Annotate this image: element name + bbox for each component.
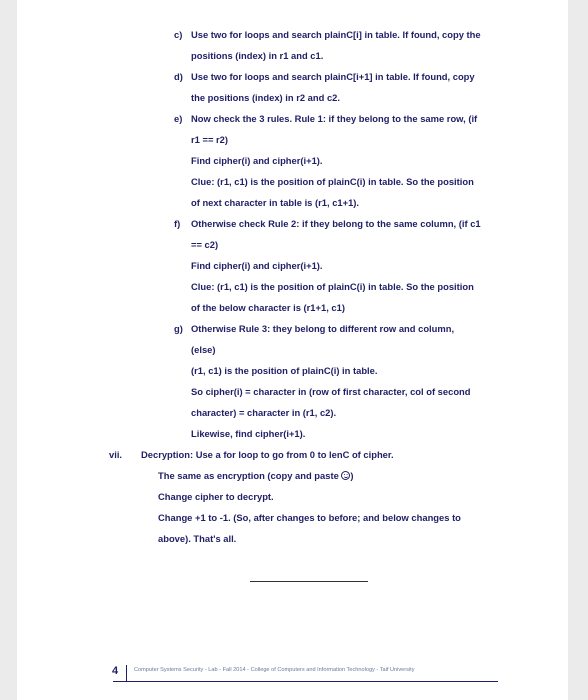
item-e-line-2: r1 == r2)	[191, 134, 229, 145]
item-e-line-5: of next character in table is (r1, c1+1).	[191, 197, 360, 208]
item-c-marker: c)	[174, 29, 183, 40]
left-margin-strip	[0, 0, 17, 700]
item-g-line-1: Otherwise Rule 3: they belong to different row and column,	[191, 323, 455, 334]
footer-vertical-rule	[126, 665, 127, 681]
item-f-line-1: Otherwise check Rule 2: if they belong to the same column, (if c1	[191, 218, 481, 229]
item-g-line-4: So cipher(i) = character in (row of first character, col of second	[191, 386, 471, 397]
item-c-line-2: positions (index) in r1 and c1.	[191, 50, 324, 61]
page-number: 4	[112, 665, 119, 677]
section-vii-line-4: Change +1 to -1. (So, after changes to before; and below changes to	[158, 512, 461, 523]
item-f-line-5: of the below character is (r1+1, c1)	[191, 302, 345, 313]
item-f-line-3: Find cipher(i) and cipher(i+1).	[191, 260, 323, 271]
section-vii-line-5: above). That's all.	[158, 533, 237, 544]
item-d-line-1: Use two for loops and search plainC[i+1] in table. If found, copy	[191, 71, 475, 82]
separator-line	[250, 581, 368, 582]
item-g-line-3: (r1, c1) is the position of plainC(i) in table.	[191, 365, 378, 376]
section-vii-line-1: Decryption: Use a for loop to go from 0 to lenC of cipher.	[141, 449, 394, 460]
item-e-marker: e)	[174, 113, 183, 124]
item-g-line-5: character) = character in (r1, c2).	[191, 407, 337, 418]
section-vii-line-2	[158, 470, 354, 482]
item-g-line-2: (else)	[191, 344, 216, 355]
footer-rule	[113, 681, 498, 682]
item-e-line-4: Clue: (r1, c1) is the position of plainC(i) in table. So the position	[191, 176, 474, 187]
item-f-marker: f)	[174, 218, 181, 229]
section-vii-close-paren: )	[350, 470, 354, 481]
item-e-line-1: Now check the 3 rules. Rule 1: if they belong to the same row, (if	[191, 113, 478, 124]
item-d-line-2: the positions (index) in r2 and c2.	[191, 92, 340, 103]
item-d-marker: d)	[174, 71, 183, 82]
item-f-line-2: == c2)	[191, 239, 219, 250]
footer-text: Computer Systems Security - Lab - Fall 2014 - College of Computers and Information Technology - Taif University	[134, 667, 415, 673]
section-vii-line-2-text: The same as encryption (copy and paste	[158, 470, 339, 481]
item-g-marker: g)	[174, 323, 183, 334]
right-margin-strip	[568, 0, 588, 700]
item-f-line-4: Clue: (r1, c1) is the position of plainC(i) in table. So the position	[191, 281, 474, 292]
section-vii-line-3: Change cipher to decrypt.	[158, 491, 274, 502]
item-c-line-1: Use two for loops and search plainC[i] in table. If found, copy the	[191, 29, 481, 40]
item-g-line-6: Likewise, find cipher(i+1).	[191, 428, 306, 439]
item-e-line-3: Find cipher(i) and cipher(i+1).	[191, 155, 323, 166]
section-vii-marker: vii.	[109, 449, 123, 460]
